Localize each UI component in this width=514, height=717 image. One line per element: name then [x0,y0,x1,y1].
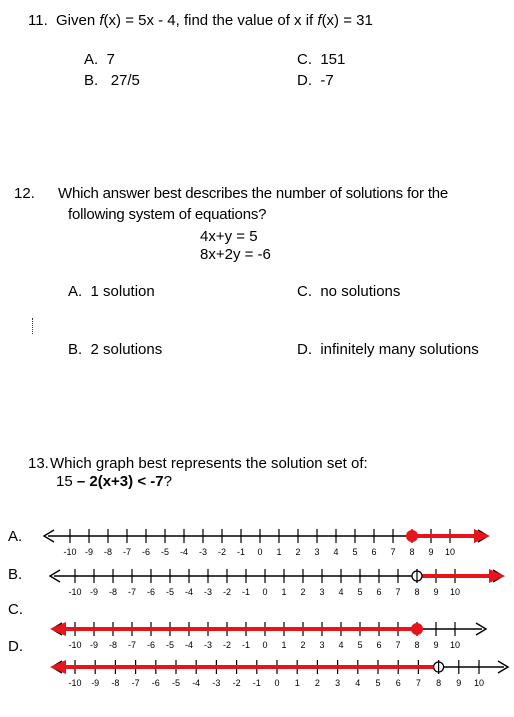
tick-label: -9 [89,587,99,597]
tick-label: -10 [68,678,82,688]
tick-label: -4 [192,678,201,688]
option-letter: A. [84,51,99,68]
graph-letter-d[interactable]: D. [8,638,23,655]
tick-label: 10 [473,678,485,688]
tick-label: 4 [355,678,361,688]
option-text: 2 solutions [90,341,163,358]
graph-letter-a[interactable]: A. [8,528,23,545]
tick-label: 2 [300,587,306,597]
tick-label: 3 [335,678,341,688]
q11-stem-post: (x) = 31 [321,12,373,29]
graph-letter-c[interactable]: C. [8,601,23,618]
option-text: infinitely many solutions [320,341,479,358]
tick-label: -3 [203,640,213,650]
tick-label: 10 [444,547,456,557]
tick-label: -3 [212,678,221,688]
solution-arrow-a [474,529,490,543]
tick-label: -1 [252,678,261,688]
tick-label: 7 [395,640,401,650]
option-text: no solutions [320,283,401,300]
tick-label: 7 [395,587,401,597]
tick-label: 6 [395,678,401,688]
tick-label: 9 [433,640,439,650]
option-letter: D. [297,72,312,89]
tick-label: 8 [409,547,415,557]
tick-label: -4 [179,547,189,557]
tick-label: 2 [300,640,306,650]
tick-label: 4 [338,640,344,650]
tick-label: -7 [127,587,137,597]
tick-label: 0 [262,640,268,650]
tick-label: 9 [428,547,434,557]
tick-label: 4 [338,587,344,597]
tick-label: -2 [222,587,232,597]
tick-label: -5 [165,587,175,597]
tick-label: -8 [103,547,113,557]
tick-label: -5 [171,678,181,688]
tick-label: -7 [127,640,137,650]
tick-label: -10 [68,587,82,597]
tick-label: -6 [146,640,156,650]
tick-label: 10 [449,587,461,597]
tick-label: 5 [352,547,358,557]
solution-arrow-b [489,569,505,583]
tick-label: 2 [295,547,301,557]
tick-label: 3 [319,640,325,650]
tick-label: -8 [111,678,120,688]
option-letter: A. [68,283,83,300]
q12-equation-2: 8x+2y = -6 [200,246,271,263]
tick-label: -6 [151,678,160,688]
tick-label: -6 [141,547,151,557]
tick-label: 1 [294,678,300,688]
q11-number: 11. [28,12,48,29]
closed-endpoint-a [406,530,418,542]
tick-label: 6 [376,587,382,597]
tick-label: -5 [160,547,170,557]
tick-label: -1 [241,640,251,650]
tick-label: 8 [414,640,420,650]
tick-label: 6 [371,547,377,557]
option-letter: B. [68,341,83,358]
tick-label: -8 [108,640,118,650]
option-letter: C. [297,283,312,300]
tick-label: -1 [241,587,251,597]
tick-label: -9 [84,547,94,557]
q13-stem: Which graph best represents the solution set of: [50,455,368,472]
tick-label: 7 [415,678,421,688]
tick-label: -2 [222,640,232,650]
q12-number: 12. [14,185,35,202]
tick-label: 7 [390,547,396,557]
expr-part-a: 15 [56,473,77,490]
q11-stem-pre: Given [56,12,100,29]
tick-label: 5 [357,587,363,597]
q12-stem-line1: Which answer best describes the number of solutions for the [58,185,449,202]
tick-label: 9 [433,587,439,597]
q11-stem-mid: (x) = 5x - 4, find the value of x if [103,12,318,29]
option-text: 7 [106,51,115,68]
option-text: 1 solution [90,283,155,300]
tick-label: 8 [414,587,420,597]
tick-label: 0 [257,547,263,557]
tick-label: -1 [236,547,246,557]
solution-arrow-c [50,622,66,636]
tick-label: -3 [198,547,208,557]
tick-label: 6 [376,640,382,650]
tick-label: -10 [63,547,77,557]
tick-label: -10 [68,640,82,650]
tick-label: -8 [108,587,118,597]
solution-arrow-d [50,660,66,674]
expr-part-c: ? [163,473,172,490]
tick-label: 3 [319,587,325,597]
option-text: -7 [320,72,334,89]
option-text: 151 [320,51,346,68]
tick-label: -5 [165,640,175,650]
tick-label: -7 [122,547,132,557]
tick-label: 0 [262,587,268,597]
tick-label: 10 [449,640,461,650]
tick-label: 9 [456,678,462,688]
tick-label: -9 [89,640,99,650]
tick-label: -2 [217,547,227,557]
tick-label: -3 [203,587,213,597]
tick-label: -6 [146,587,156,597]
q13-number: 13. [28,455,49,472]
tick-label: 5 [375,678,381,688]
q11-func-f1: f [99,12,104,29]
q12-stem-line2: following system of equations? [68,206,267,223]
q11-func-f2: f [317,12,322,29]
q12-equation-1: 4x+y = 5 [200,228,258,245]
option-letter: B. [84,72,99,89]
tick-label: -4 [184,587,194,597]
tick-label: 0 [274,678,280,688]
option-letter: C. [297,51,312,68]
closed-endpoint-c [411,623,423,635]
tick-label: 1 [281,587,287,597]
tick-label: -2 [232,678,241,688]
graph-letter-b[interactable]: B. [8,566,23,583]
expr-part-b: – 2(x+3) < -7 [76,473,164,490]
option-text: 27/5 [110,72,140,89]
tick-label: -9 [91,678,100,688]
tick-label: 2 [314,678,320,688]
tick-label: 1 [281,640,287,650]
tick-label: 8 [436,678,442,688]
option-letter: D. [297,341,312,358]
tick-label: 5 [357,640,363,650]
tick-label: 1 [276,547,282,557]
tick-label: -7 [131,678,140,688]
tick-label: 4 [333,547,339,557]
tick-label: 3 [314,547,320,557]
tick-label: -4 [184,640,194,650]
